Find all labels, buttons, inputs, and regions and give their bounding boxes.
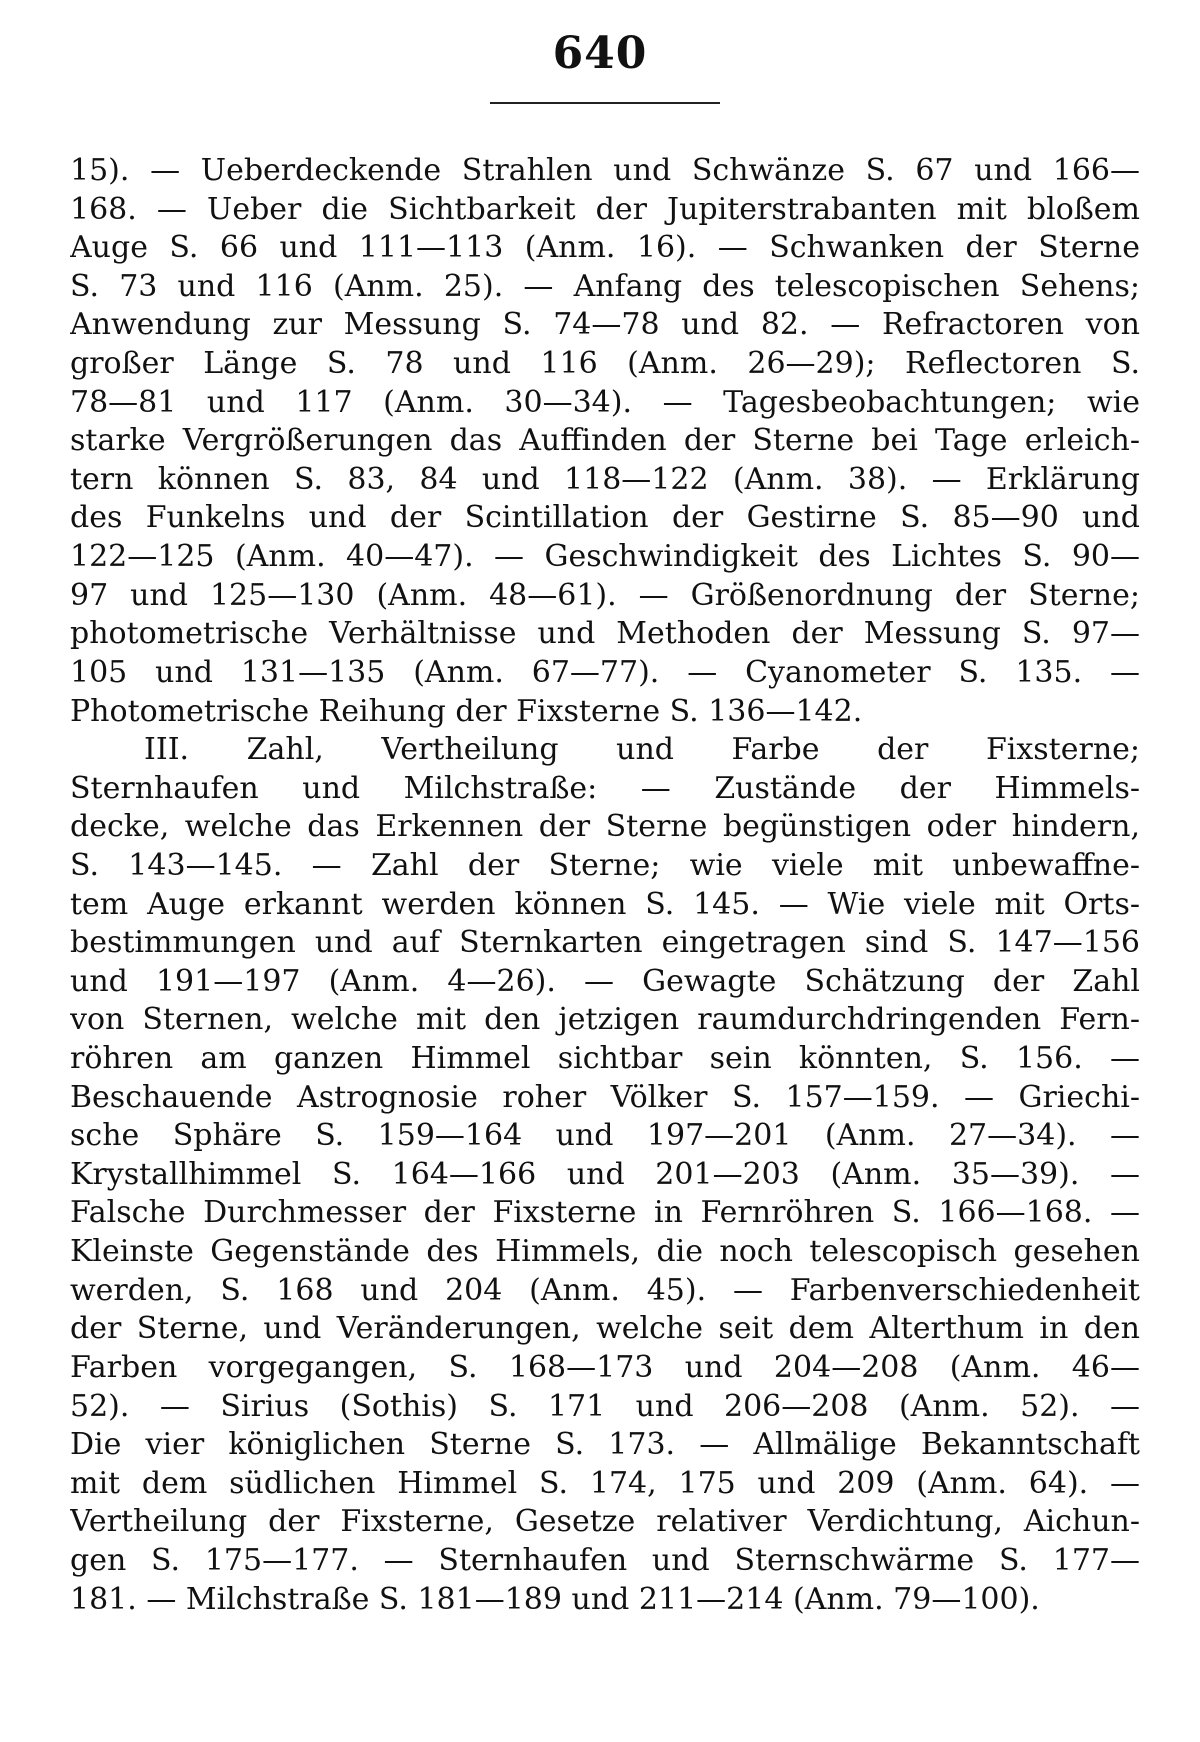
text-line: tern können S. 83, 84 und 118—122 (Anm. 38). — Erklärung: [70, 461, 1140, 497]
text-line: Die vier königlichen Sterne S. 173. — Allmälige Bekanntschaft: [70, 1427, 1140, 1463]
text-line: der Sterne, und Veränderungen, welche seit dem Alterthum in den: [70, 1311, 1140, 1347]
text-line: 122—125 (Anm. 40—47). — Geschwindigkeit des Lichtes S. 90—: [70, 539, 1140, 575]
text-line: sche Sphäre S. 159—164 und 197—201 (Anm. 27—34). —: [70, 1118, 1140, 1154]
text-line: Farben vorgegangen, S. 168—173 und 204—208 (Anm. 46—: [70, 1349, 1140, 1385]
text-line: tem Auge erkannt werden können S. 145. — Wie viele mit Orts-: [70, 886, 1140, 922]
section-heading-line: Sternhaufen und Milchstraße: — Zustände der Himmels-: [70, 770, 1140, 806]
text-line: 181. — Milchstraße S. 181—189 und 211—214 (Anm. 79—100).: [70, 1581, 1040, 1617]
text-line: Krystallhimmel S. 164—166 und 201—203 (Anm. 35—39). —: [70, 1156, 1140, 1192]
text-line: und 191—197 (Anm. 4—26). — Gewagte Schätzung der Zahl: [70, 963, 1140, 999]
text-line: Anwendung zur Messung S. 74—78 und 82. — Refractoren von: [70, 307, 1140, 343]
text-line: Auge S. 66 und 111—113 (Anm. 16). — Schwanken der Sterne: [70, 230, 1140, 266]
text-line: 168. — Ueber die Sichtbarkeit der Jupiterstrabanten mit bloßem: [70, 191, 1140, 227]
text-line: 105 und 131—135 (Anm. 67—77). — Cyanometer S. 135. —: [70, 654, 1140, 690]
text-line: Vertheilung der Fixsterne, Gesetze relativer Verdichtung, Aichun-: [70, 1504, 1140, 1540]
text-line: decke, welche das Erkennen der Sterne begünstigen oder hindern,: [70, 809, 1140, 845]
text-line: 78—81 und 117 (Anm. 30—34). — Tagesbeobachtungen; wie: [70, 384, 1140, 420]
header-rule: [490, 102, 720, 104]
text-line: mit dem südlichen Himmel S. 174, 175 und 209 (Anm. 64). —: [70, 1465, 1140, 1501]
text-line: S. 73 und 116 (Anm. 25). — Anfang des telescopischen Sehens;: [70, 268, 1140, 304]
text-line: bestimmungen und auf Sternkarten eingetragen sind S. 147—156: [70, 925, 1140, 961]
text-line: 52). — Sirius (Sothis) S. 171 und 206—208 (Anm. 52). —: [70, 1388, 1140, 1424]
text-line: Photometrische Reihung der Fixsterne S. 136—142.: [70, 693, 863, 729]
text-line: werden, S. 168 und 204 (Anm. 45). — Farbenverschiedenheit: [70, 1272, 1140, 1308]
text-line: S. 143—145. — Zahl der Sterne; wie viele mit unbewaffne-: [70, 847, 1140, 883]
text-line: großer Länge S. 78 und 116 (Anm. 26—29); Reflectoren S.: [70, 346, 1140, 382]
text-line: des Funkelns und der Scintillation der Gestirne S. 85—90 und: [70, 500, 1140, 536]
text-line: von Sternen, welche mit den jetzigen raumdurchdringenden Fern-: [70, 1002, 1140, 1038]
text-line: Falsche Durchmesser der Fixsterne in Fernröhren S. 166—168. —: [70, 1195, 1140, 1231]
section-heading-line: III. Zahl, Vertheilung und Farbe der Fixsterne;: [144, 732, 1140, 768]
text-line: 97 und 125—130 (Anm. 48—61). — Größenordnung der Sterne;: [70, 577, 1140, 613]
text-line: röhren am ganzen Himmel sichtbar sein könnten, S. 156. —: [70, 1041, 1140, 1077]
index-text-block: [70, 152, 1140, 1619]
text-line: Kleinste Gegenstände des Himmels, die noch telescopisch gesehen: [70, 1234, 1140, 1270]
text-line: photometrische Verhältnisse und Methoden der Messung S. 97—: [70, 616, 1140, 652]
text-line: 15). — Ueberdeckende Strahlen und Schwänze S. 67 und 166—: [70, 153, 1140, 188]
text-line: Beschauende Astrognosie roher Völker S. 157—159. — Griechi-: [70, 1079, 1140, 1115]
text-line: starke Vergrößerungen das Auffinden der Sterne bei Tage erleich-: [70, 423, 1140, 459]
page-number: 640: [552, 28, 648, 79]
text-line: gen S. 175—177. — Sternhaufen und Sternschwärme S. 177—: [70, 1542, 1140, 1578]
